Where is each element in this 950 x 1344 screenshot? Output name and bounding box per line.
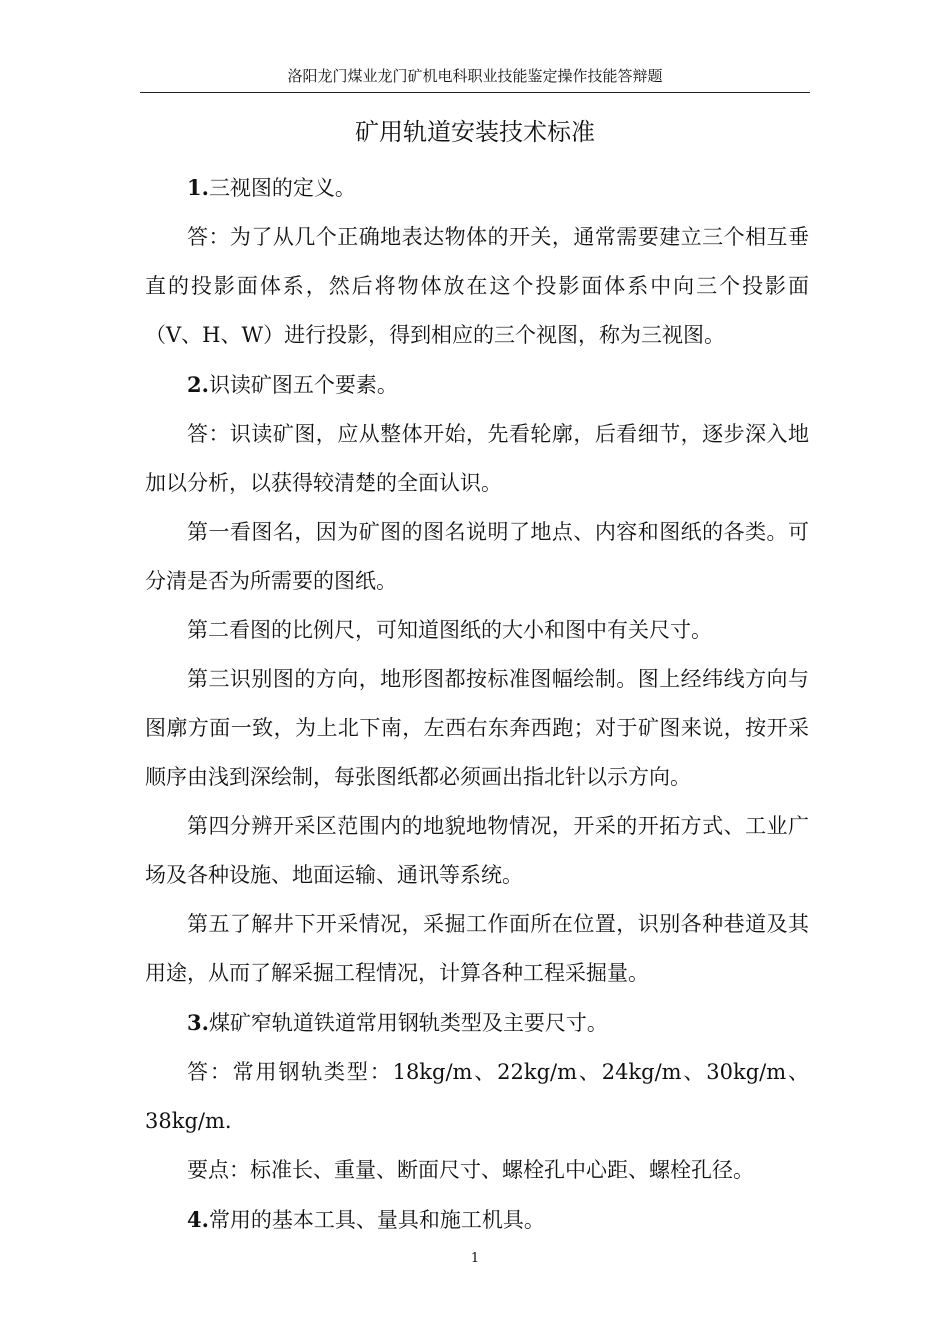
- document-body: [145, 163, 809, 1245]
- answer-paragraph: 答：识读矿图，应从整体开始，先看轮廓，后看细节，逐步深入地加以分析，以获得较清楚的全面认识。: [145, 422, 809, 495]
- question-number: 1.: [187, 175, 209, 200]
- answer-paragraph: 答：常用钢轨类型：18kg/m、22kg/m、24kg/m、30kg/m、38kg/m.: [145, 1060, 809, 1133]
- question-number: 4.: [187, 1207, 209, 1232]
- header-divider: [140, 92, 810, 93]
- page-number: 1: [470, 1251, 480, 1266]
- question-2: [145, 360, 809, 410]
- answer-paragraph: 第二看图的比例尺，可知道图纸的大小和图中有关尺寸。: [187, 618, 712, 642]
- question-number: 3.: [187, 1010, 209, 1035]
- question-text: 识读矿图五个要素。: [208, 373, 398, 397]
- answer-paragraph: 答：为了从几个正确地表达物体的开关，通常需要建立三个相互垂直的投影面体系，然后将物体放在这个投影面体系中向三个投影面（V、H、W）进行投影，得到相应的三个视图，称为三视图。: [145, 225, 809, 347]
- question-3: [145, 998, 809, 1048]
- answer-paragraph: 第三识别图的方向，地形图都按标准图幅绘制。图上经纬线方向与图廓方面一致，为上北下南，左西右东奔西跑；对于矿图来说，按开采顺序由浅到深绘制，每张图纸都必须画出指北针以示方向。: [145, 667, 809, 789]
- document-title: 矿用轨道安装技术标准: [355, 118, 595, 146]
- question-number: 2.: [187, 372, 209, 397]
- question-text: 三视图的定义。: [208, 176, 356, 200]
- answer-paragraph: 第一看图名，因为矿图的图名说明了地点、内容和图纸的各类。可分清是否为所需要的图纸。: [145, 520, 809, 593]
- answer-paragraph: 第四分辨开采区范围内的地貌地物情况，开采的开拓方式、工业广场及各种设施、地面运输、通讯等系统。: [145, 814, 809, 887]
- question-text: 常用的基本工具、量具和施工机具。: [208, 1208, 545, 1232]
- answer-paragraph: 要点：标准长、重量、断面尺寸、螺栓孔中心距、螺栓孔径。: [187, 1158, 754, 1182]
- answer-paragraph: 第五了解井下开采情况，采掘工作面所在位置，识别各种巷道及其用途，从而了解采掘工程情况，计算各种工程采掘量。: [145, 912, 809, 985]
- page-header: 洛阳龙门煤业龙门矿机电科职业技能鉴定操作技能答辩题: [287, 67, 663, 85]
- question-1: [145, 163, 809, 213]
- question-text: 煤矿窄轨道铁道常用钢轨类型及主要尺寸。: [208, 1011, 608, 1035]
- question-4: [145, 1195, 809, 1245]
